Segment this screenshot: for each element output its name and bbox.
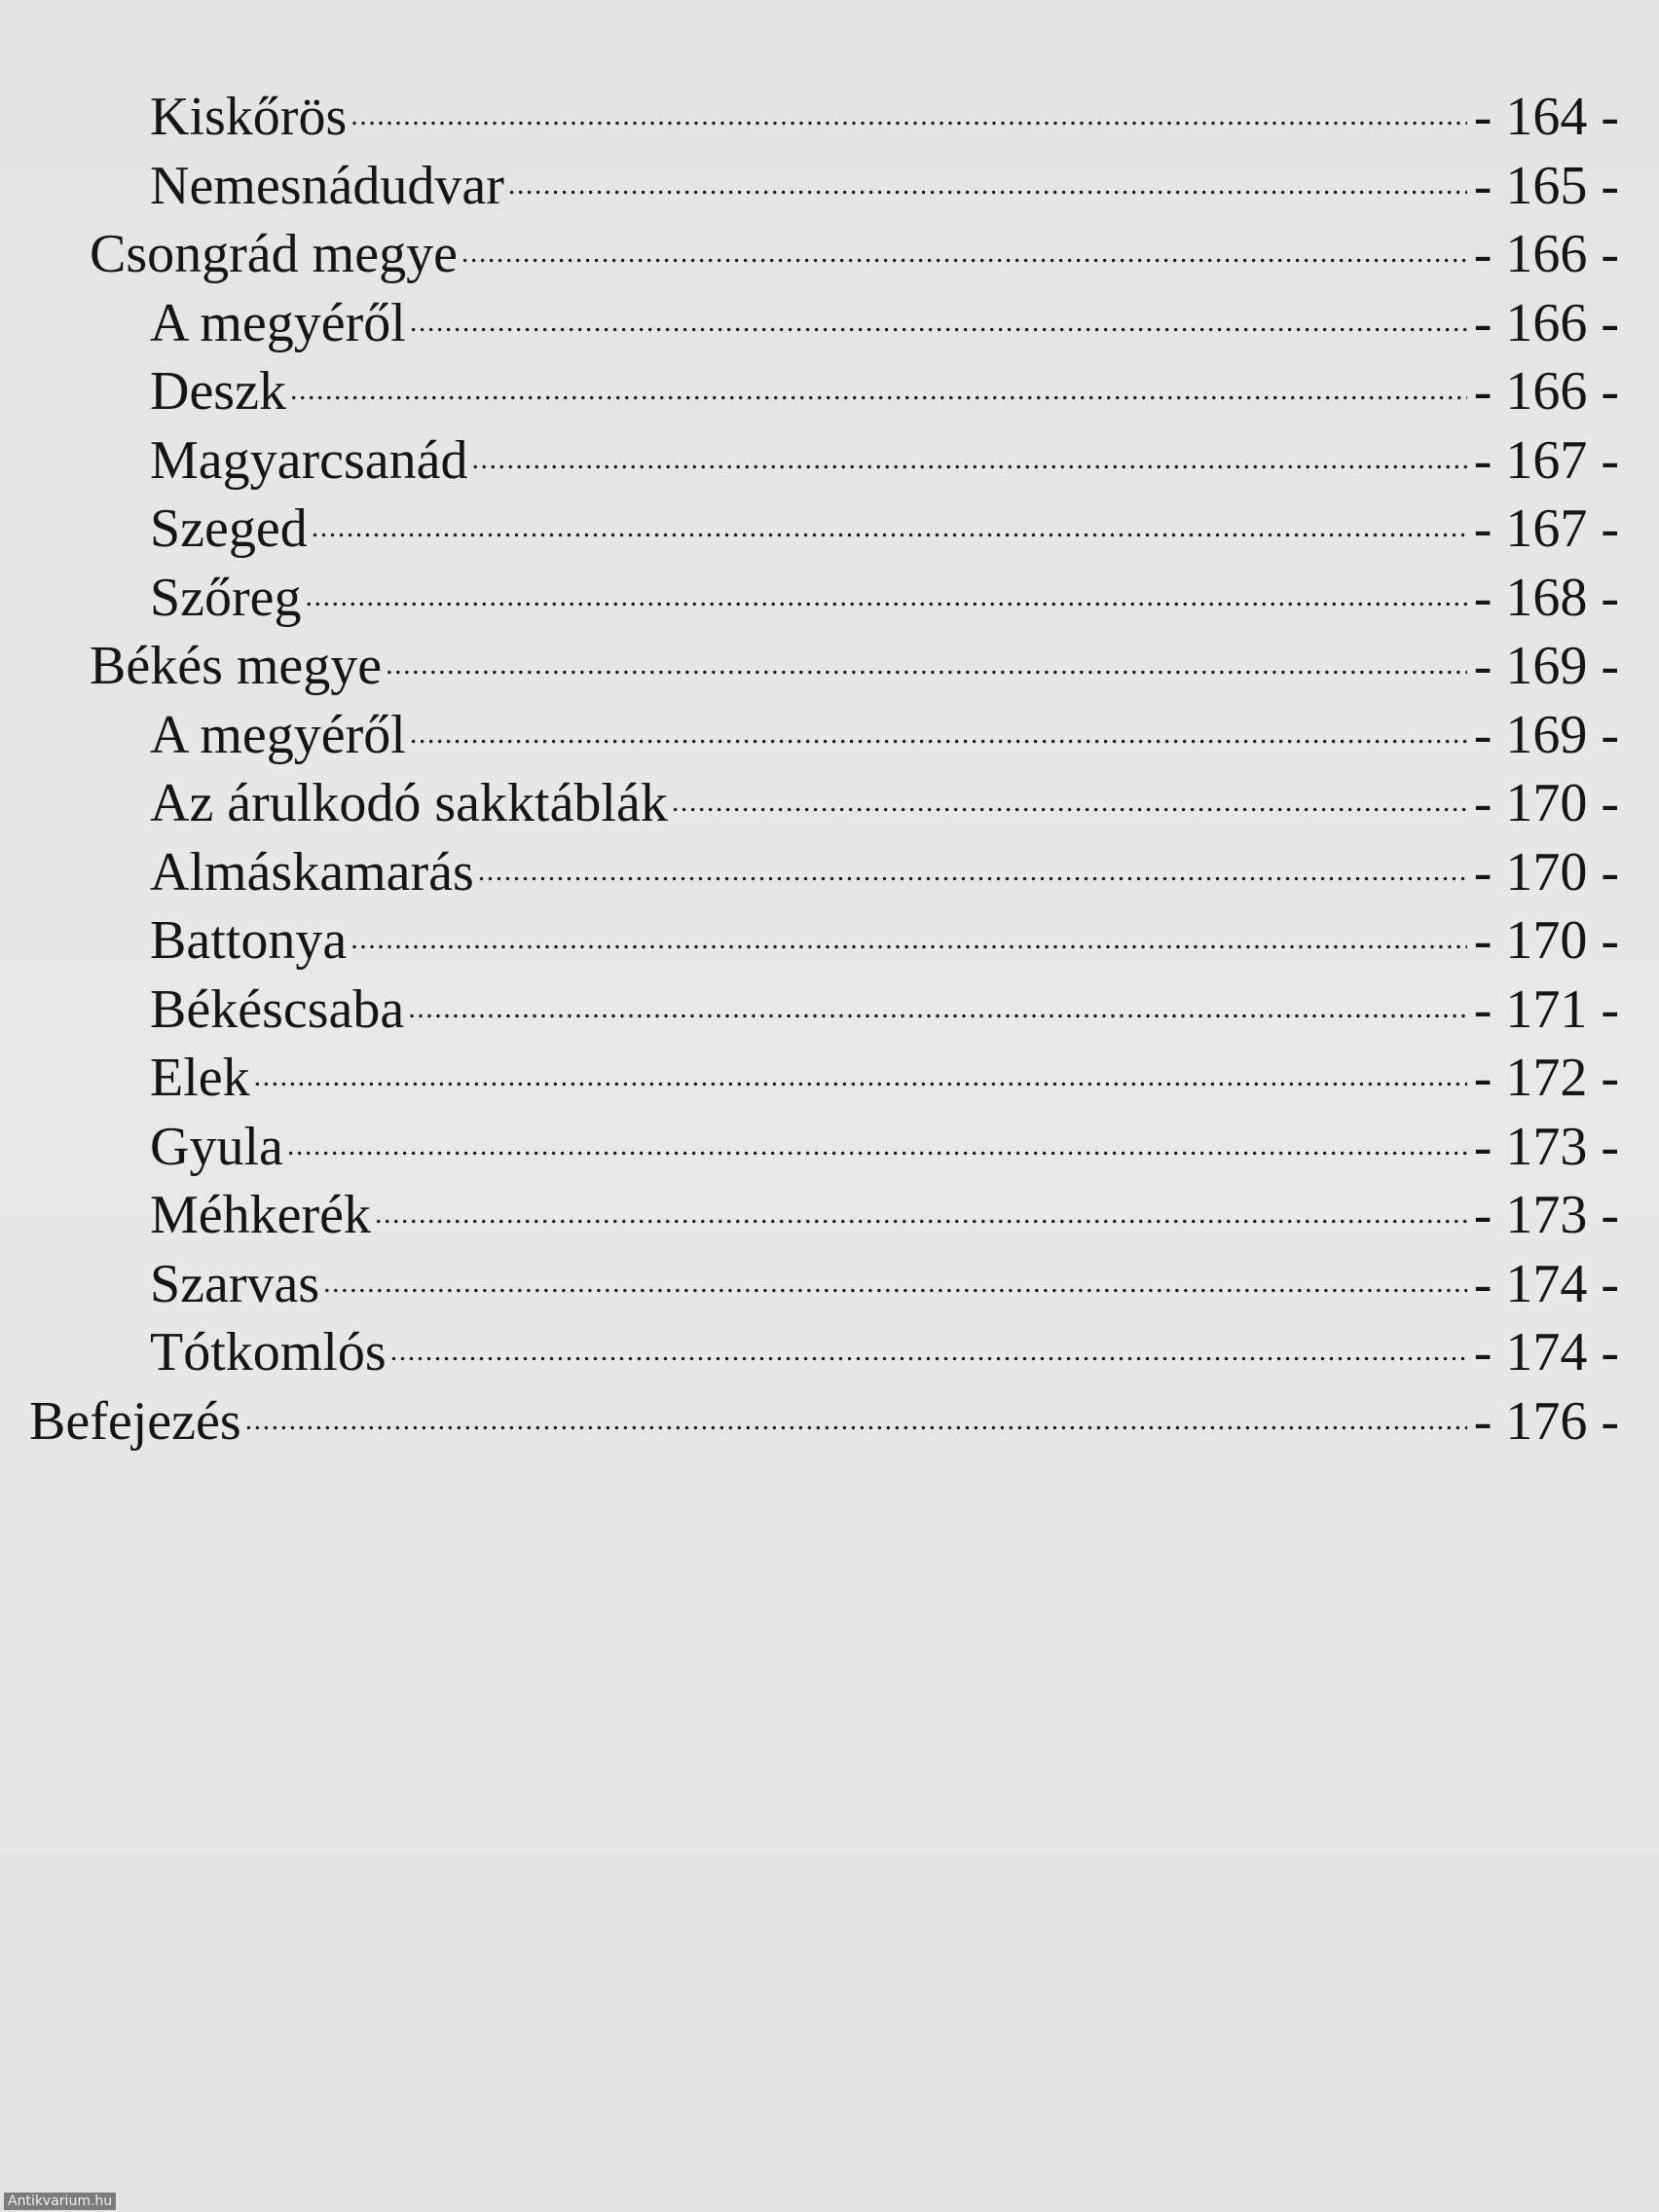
dot-leader [478,835,1467,890]
toc-entry [0,561,1659,630]
toc-entry-title: Békés megye [90,636,383,696]
toc-entry-page: - 170 - [1473,910,1619,971]
toc-entry [0,492,1659,561]
toc-entry-title: Befejezés [29,1390,241,1452]
toc-entry [0,217,1659,286]
toc-entry-page: - 174 - [1473,1253,1619,1314]
toc-entry-page: - 167 - [1473,429,1619,491]
dot-leader [390,1315,1467,1370]
toc-entry [0,629,1659,698]
toc-entry [0,1041,1659,1110]
toc-entry [0,424,1659,493]
toc-entry-title: Szarvas [150,1253,320,1314]
toc-entry [0,286,1659,355]
toc-entry-title: Nemesnádudvar [150,155,504,216]
toc-entry-page: - 176 - [1473,1390,1619,1452]
toc-entry-title: Szeged [150,498,308,559]
dot-leader [672,766,1467,821]
toc-entry [0,1384,1659,1454]
toc-entry-title: Gyula [150,1116,283,1177]
toc-entry-page: - 166 - [1473,224,1619,284]
toc-entry-page: - 173 - [1473,1116,1619,1177]
toc-entry-page: - 173 - [1473,1185,1619,1245]
toc-entry [0,1110,1659,1179]
dot-leader [375,1178,1467,1233]
dot-leader [312,492,1467,546]
toc-entry [0,1178,1659,1247]
toc-entry-title: Tótkomlós [150,1322,387,1382]
toc-entry [0,835,1659,904]
toc-entry-title: Battonya [150,910,348,971]
toc-entry [0,1315,1659,1384]
dot-leader [410,286,1467,341]
toc-entry-page: - 166 - [1473,361,1619,422]
dot-leader [408,973,1467,1027]
dot-leader [472,424,1467,478]
toc-entry-title: Csongrád megye [90,224,458,284]
toc-entry [0,149,1659,218]
toc-entry-page: - 165 - [1473,155,1619,216]
dot-leader [508,149,1467,203]
toc-entry [0,80,1659,149]
dot-leader [290,354,1467,409]
toc-entry [0,698,1659,767]
toc-entry-page: - 171 - [1473,978,1619,1040]
toc-entry-page: - 172 - [1473,1048,1619,1108]
toc-entry-title: Almáskamarás [150,841,474,903]
toc-entry-title: Az árulkodó sakktáblák [150,773,668,833]
toc-entry-title: Méhkerék [150,1185,372,1245]
toc-entry-title: Szőreg [150,567,302,628]
toc-entry [0,903,1659,973]
toc-entry-page: - 166 - [1473,292,1619,353]
toc-entry-title: Kiskőrös [150,87,348,147]
toc-entry-page: - 169 - [1473,704,1619,765]
dot-leader [410,698,1467,753]
dot-leader [287,1110,1467,1164]
dot-leader [323,1247,1467,1302]
toc-entry [0,1247,1659,1316]
dot-leader [461,217,1467,272]
toc-entry-page: - 168 - [1473,567,1619,628]
toc-entry-page: - 169 - [1473,636,1619,696]
toc-entry-title: A megyéről [150,292,406,353]
toc-entry-page: - 167 - [1473,498,1619,559]
toc-entry-page: - 170 - [1473,841,1619,903]
toc-entry [0,766,1659,835]
toc-entry-page: - 174 - [1473,1322,1619,1382]
toc-entry-title: Elek [150,1048,250,1108]
toc-entry-page: - 170 - [1473,773,1619,833]
dot-leader [245,1384,1467,1439]
dot-leader [350,80,1467,134]
toc-entry-page: - 164 - [1473,87,1619,147]
dot-leader [254,1041,1467,1095]
dot-leader [350,903,1467,958]
table-of-contents [0,80,1659,1453]
watermark: Antikvarium.hu [4,2193,116,2210]
toc-entry-title: Békéscsaba [150,978,405,1040]
toc-entry [0,354,1659,424]
toc-entry [0,973,1659,1042]
dot-leader [306,561,1467,615]
toc-entry-title: Deszk [150,361,286,422]
toc-entry-title: Magyarcsanád [150,429,468,491]
toc-entry-title: A megyéről [150,704,406,765]
dot-leader [386,629,1467,683]
